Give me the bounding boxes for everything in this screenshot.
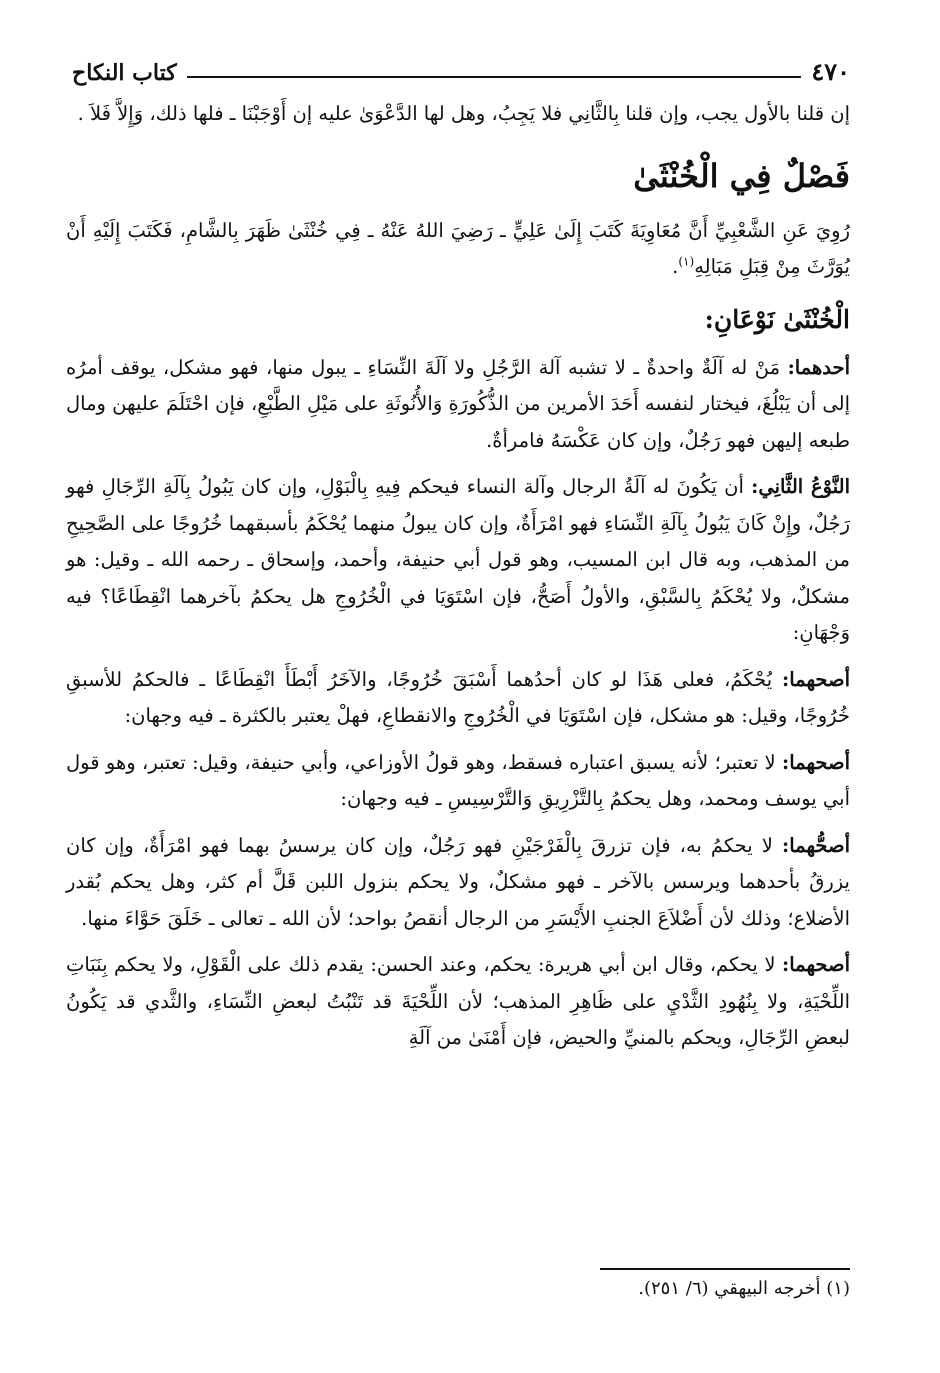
paragraph-asahhuma-1 <box>66 662 850 735</box>
subheading-types: الْخُنْثَىٰ نَوْعَانِ: <box>704 304 850 334</box>
paragraph-lead: أحدهما: <box>787 355 850 379</box>
main-text <box>66 96 850 1057</box>
paragraph-asahhuma-2 <box>66 745 850 818</box>
paragraph-text: أن يَكُونَ له آلَةُ الرجال وآلة النساء فيحكم فِيهِ بِالْبَوْلِ، وإن كان يَبُولُ بِآلَةِ الرِّجَالِ فهو رَجُلٌ، وإِنْ كَانَ يَبُولُ بِآلَةِ النِّسَاءِ فهو امْرَأَةٌ، وإن كان يبولُ منهما يُحْكَمُ بأسبقهما خُرُوجًا على الصَّحِيحِ من المذهب، وبه قال ابن المسيب، وهو قول أبي حنيفة، وأحمد، وإسحاق ـ رحمه الله ـ وقيل: هو مشكلٌ، ولا يُحْكَمُ بِالسَّبْقِ، والأولُ أَصَحُّ، فإن اسْتَوَيَا في الْخُرُوجِ هل يحكمُ بآخرهما انْقِطَاعًا؟ فيه وَجْهَانِ: <box>66 475 850 644</box>
paragraph-lead: النَّوْعُ الثَّانِي: <box>751 475 850 498</box>
page-number: ٤٧٠ <box>811 57 850 86</box>
footnote-rule <box>600 1268 850 1270</box>
paragraph-text: لا تعتبر؛ لأنه يسبق اعتباره فسقط، وهو قولُ الأوزاعي، وأبي حنيفة، وقيل: تعتبر، وهو قول أبي يوسف ومحمد، وهل يحكمُ بِالتَّزْرِيقِ وَالتَّرْسِيسِ ـ فيه وجهان: <box>66 750 850 810</box>
riwaya-text: رُوِيَ عَنِ الشَّعْبِيِّ أَنَّ مُعَاوِيَةَ كَتَبَ إِلَىٰ عَلِيٍّ ـ رَضِيَ اللهُ عَنْهُ ـ فِي خُنْثَىٰ ظَهَرَ بِالشَّامِ، فَكَتَبَ إِلَيْهِ أَنْ يُوَرَّثَ مِنْ قِبَلِ مَبَالِهِ <box>66 218 850 278</box>
section-title: فَصْلٌ فِي الْخُنْثَىٰ <box>633 156 850 195</box>
paragraph-lead: أصحُّهما: <box>782 833 850 857</box>
paragraph-lead: أصحهما: <box>782 750 850 774</box>
riwaya-paragraph <box>66 213 850 286</box>
paragraph-first-type <box>66 350 850 460</box>
riwaya-end: . <box>672 255 679 278</box>
paragraph-text: لا يحكم، وقال ابن أبي هريرة: يحكم، وعند الحسن: يقدم ذلك على الْقَوْلِ، ولا يحكم بِنَبَاتِ اللِّحْيَةِ، ولا بِنُهُودِ الثَّدْيِ على ظَاهِرِ المذهب؛ لأن اللِّحْيَةَ قد تَنْبُتُ لبعضِ النِّسَاءِ، والثَّدي قد يَكُونُ لبعضِ الرِّجَالِ، ويحكم بالمنيِّ والحيض، فإن أَمْنَىٰ من آلَةِ <box>66 953 850 1049</box>
header-rule <box>187 76 802 78</box>
paragraph-lead: أصحهما: <box>782 953 850 976</box>
paragraph-second-type <box>66 469 850 652</box>
running-header <box>72 48 850 84</box>
paragraph-text: يُحْكَمُ، فعلى هَذَا لو كان أحدُهما أَسْبَقَ خُرُوجًا، والآخَرُ أَبْطَأَ انْقِطَاعًا ـ فالحكمُ للأسبقِ خُرُوجًا، وقيل: هو مشكل، فإن اسْتَوَيَا في الْخُرُوجِ والانقطاعِ، فهلْ يعتبر بالكثرة ـ فيه وجهان: <box>66 667 850 727</box>
book-title: كتاب النكاح <box>72 60 177 86</box>
paragraph-text: مَنْ له آلَةٌ واحدةٌ ـ لا تشبه آلة الرَّجُلِ ولا آلَةَ النِّسَاءِ ـ يبول منها، فهو مشكل، يوقف أمرُه إلى أن يَبْلُغَ، فيختار لنفسه أَحَدَ الأمرين من الذُّكُورَةِ وَالأُنُوثَةِ على مَيْلِ الطَّبْعِ، فإن احْتَلَمَ عليهن ومال طبعه إليهن فهو رَجُلٌ، وإن كان عَكْسَهُ فامرأةٌ. <box>66 355 850 452</box>
paragraph-lead: أصحهما: <box>782 667 850 691</box>
footnote-ref: (١) <box>678 254 695 269</box>
paragraph-asahhuma-4 <box>66 947 850 1057</box>
paragraph-asahhuma-3 <box>66 828 850 938</box>
footnote: (١) أخرجه البيهقي (٦/ ٢٥١). <box>638 1278 850 1299</box>
paragraph-text: لا يحكمُ به، فإن تزرقَ بِالْفَرْجَيْنِ فهو رَجُلٌ، وإن كان يرسسُ بهما فهو امْرَأَةٌ، وإن كان يزرقُ بأحدهما ويرسس بالآخر ـ فهو مشكلٌ، ولا يحكم بنزول اللبن قَلَّ أم كثر، وهل يحكم بُقدر الأضلاع؛ وذلك لأن أَضْلاَعَ الجنبِ الأَيْسَرِ من الرجال أنقصُ بواحد؛ لأن الله ـ تعالى ـ خَلَقَ حَوَّاءَ منها. <box>66 833 850 930</box>
intro-paragraph: إن قلنا بالأول يجب، وإن قلنا بِالثَّانِي فلا يَجِبُ، وهل لها الدَّعْوَىٰ عليه إن أَوْجَبْنَا ـ فلها ذلك، وَإِلاَّ فَلاَ . <box>77 102 850 125</box>
